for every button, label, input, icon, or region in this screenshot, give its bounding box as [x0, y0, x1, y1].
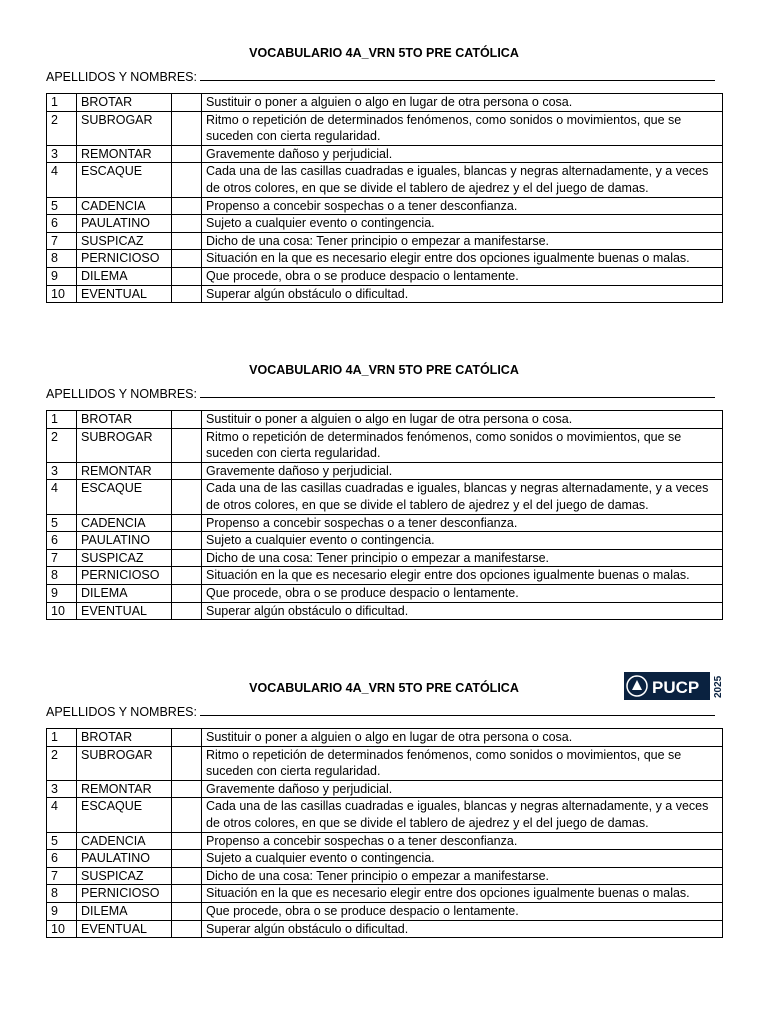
row-answer-blank[interactable]	[172, 584, 202, 602]
row-number: 9	[47, 267, 77, 285]
row-word: DILEMA	[77, 902, 172, 920]
row-number: 1	[47, 94, 77, 112]
row-definition: Sustituir o poner a alguien o algo en lugar de otra persona o cosa.	[202, 411, 723, 429]
row-answer-blank[interactable]	[172, 602, 202, 620]
table-row	[47, 798, 723, 832]
row-number: 6	[47, 215, 77, 233]
pucp-logo-text: PUCP	[652, 678, 700, 697]
row-word: EVENTUAL	[77, 920, 172, 938]
row-word: ESCAQUE	[77, 798, 172, 832]
row-word: ESCAQUE	[77, 163, 172, 197]
name-blank-line[interactable]	[200, 68, 715, 81]
row-number: 5	[47, 514, 77, 532]
row-definition: Cada una de las casillas cuadradas e iguales, blancas y negras alternadamente, y a veces de otros colores, en que se divide el tablero de ajedrez y el del juego de damas.	[202, 163, 723, 197]
sheet-title: VOCABULARIO 4A_VRN 5TO PRE CATÓLICA	[249, 363, 519, 377]
row-definition: Dicho de una cosa: Tener principio o empezar a manifestarse.	[202, 232, 723, 250]
row-word: BROTAR	[77, 94, 172, 112]
table-row	[47, 780, 723, 798]
row-word: EVENTUAL	[77, 602, 172, 620]
row-definition: Superar algún obstáculo o dificultad.	[202, 920, 723, 938]
row-number: 8	[47, 250, 77, 268]
name-field[interactable]	[46, 385, 722, 403]
table-row	[47, 145, 723, 163]
table-row	[47, 902, 723, 920]
row-answer-blank[interactable]	[172, 729, 202, 747]
row-number: 5	[47, 197, 77, 215]
row-answer-blank[interactable]	[172, 567, 202, 585]
row-number: 4	[47, 480, 77, 514]
row-definition: Propenso a concebir sospechas o a tener desconfianza.	[202, 514, 723, 532]
vocab-sheet-2	[46, 361, 722, 620]
row-definition: Gravemente dañoso y perjudicial.	[202, 780, 723, 798]
row-definition: Dicho de una cosa: Tener principio o empezar a manifestarse.	[202, 549, 723, 567]
row-definition: Ritmo o repetición de determinados fenómenos, como sonidos o movimientos, que se suceden con cierta regularidad.	[202, 111, 723, 145]
row-answer-blank[interactable]	[172, 411, 202, 429]
table-row	[47, 885, 723, 903]
table-row	[47, 480, 723, 514]
row-word: REMONTAR	[77, 780, 172, 798]
table-row	[47, 94, 723, 112]
row-definition: Ritmo o repetición de determinados fenómenos, como sonidos o movimientos, que se suceden con cierta regularidad.	[202, 746, 723, 780]
vocab-table	[46, 410, 723, 620]
row-definition: Propenso a concebir sospechas o a tener desconfianza.	[202, 197, 723, 215]
pucp-logo	[624, 668, 724, 704]
row-definition: Cada una de las casillas cuadradas e iguales, blancas y negras alternadamente, y a veces de otros colores, en que se divide el tablero de ajedrez y el del juego de damas.	[202, 480, 723, 514]
row-number: 6	[47, 850, 77, 868]
table-row	[47, 746, 723, 780]
row-definition: Que procede, obra o se produce despacio o lentamente.	[202, 584, 723, 602]
row-word: SUSPICAZ	[77, 549, 172, 567]
row-definition: Superar algún obstáculo o dificultad.	[202, 285, 723, 303]
row-word: PAULATINO	[77, 532, 172, 550]
table-row	[47, 549, 723, 567]
table-row	[47, 462, 723, 480]
table-row	[47, 729, 723, 747]
table-row	[47, 832, 723, 850]
row-answer-blank[interactable]	[172, 163, 202, 197]
row-number: 9	[47, 902, 77, 920]
row-number: 8	[47, 567, 77, 585]
pucp-logo-year: 2025	[713, 675, 724, 698]
row-number: 7	[47, 867, 77, 885]
row-answer-blank[interactable]	[172, 428, 202, 462]
table-row	[47, 285, 723, 303]
pucp-logo-graphic	[624, 668, 724, 704]
row-word: PAULATINO	[77, 850, 172, 868]
row-word: CADENCIA	[77, 197, 172, 215]
table-row	[47, 428, 723, 462]
name-blank-line[interactable]	[200, 703, 715, 716]
row-definition: Sustituir o poner a alguien o algo en lugar de otra persona o cosa.	[202, 729, 723, 747]
row-number: 4	[47, 798, 77, 832]
row-number: 2	[47, 111, 77, 145]
row-answer-blank[interactable]	[172, 746, 202, 780]
row-answer-blank[interactable]	[172, 197, 202, 215]
row-number: 5	[47, 832, 77, 850]
row-definition: Dicho de una cosa: Tener principio o empezar a manifestarse.	[202, 867, 723, 885]
table-row	[47, 197, 723, 215]
row-word: PERNICIOSO	[77, 567, 172, 585]
row-definition: Que procede, obra o se produce despacio o lentamente.	[202, 902, 723, 920]
row-word: SUSPICAZ	[77, 232, 172, 250]
row-number: 1	[47, 411, 77, 429]
table-row	[47, 267, 723, 285]
row-answer-blank[interactable]	[172, 832, 202, 850]
row-answer-blank[interactable]	[172, 94, 202, 112]
table-row	[47, 250, 723, 268]
name-label: APELLIDOS Y NOMBRES:	[46, 387, 197, 401]
table-row	[47, 111, 723, 145]
row-number: 2	[47, 746, 77, 780]
table-row	[47, 514, 723, 532]
row-word: SUBROGAR	[77, 111, 172, 145]
table-row	[47, 867, 723, 885]
row-word: CADENCIA	[77, 514, 172, 532]
row-definition: Gravemente dañoso y perjudicial.	[202, 462, 723, 480]
row-word: REMONTAR	[77, 145, 172, 163]
table-row	[47, 920, 723, 938]
row-word: BROTAR	[77, 411, 172, 429]
row-answer-blank[interactable]	[172, 462, 202, 480]
row-answer-blank[interactable]	[172, 850, 202, 868]
row-answer-blank[interactable]	[172, 215, 202, 233]
row-word: DILEMA	[77, 267, 172, 285]
vocab-sheet-1	[46, 44, 722, 303]
table-row	[47, 232, 723, 250]
row-word: SUSPICAZ	[77, 867, 172, 885]
row-word: EVENTUAL	[77, 285, 172, 303]
row-number: 8	[47, 885, 77, 903]
name-label: APELLIDOS Y NOMBRES:	[46, 705, 197, 719]
row-number: 3	[47, 780, 77, 798]
row-number: 2	[47, 428, 77, 462]
vocab-table	[46, 728, 723, 938]
row-word: BROTAR	[77, 729, 172, 747]
vocab-sheet-3	[46, 679, 722, 938]
table-row	[47, 602, 723, 620]
row-definition: Propenso a concebir sospechas o a tener desconfianza.	[202, 832, 723, 850]
name-label: APELLIDOS Y NOMBRES:	[46, 70, 197, 84]
row-number: 7	[47, 232, 77, 250]
row-definition: Situación en la que es necesario elegir entre dos opciones igualmente buenas o malas.	[202, 567, 723, 585]
row-definition: Superar algún obstáculo o dificultad.	[202, 602, 723, 620]
row-definition: Sustituir o poner a alguien o algo en lugar de otra persona o cosa.	[202, 94, 723, 112]
row-number: 7	[47, 549, 77, 567]
row-answer-blank[interactable]	[172, 232, 202, 250]
row-number: 10	[47, 602, 77, 620]
row-number: 3	[47, 145, 77, 163]
row-number: 1	[47, 729, 77, 747]
row-word: ESCAQUE	[77, 480, 172, 514]
row-word: REMONTAR	[77, 462, 172, 480]
row-answer-blank[interactable]	[172, 480, 202, 514]
row-answer-blank[interactable]	[172, 145, 202, 163]
table-row	[47, 215, 723, 233]
row-definition: Ritmo o repetición de determinados fenómenos, como sonidos o movimientos, que se suceden con cierta regularidad.	[202, 428, 723, 462]
row-answer-blank[interactable]	[172, 250, 202, 268]
row-answer-blank[interactable]	[172, 514, 202, 532]
table-row	[47, 411, 723, 429]
row-word: PERNICIOSO	[77, 250, 172, 268]
sheet-title: VOCABULARIO 4A_VRN 5TO PRE CATÓLICA	[249, 46, 519, 60]
row-number: 10	[47, 920, 77, 938]
table-row	[47, 850, 723, 868]
row-answer-blank[interactable]	[172, 780, 202, 798]
row-answer-blank[interactable]	[172, 549, 202, 567]
table-row	[47, 163, 723, 197]
table-row	[47, 567, 723, 585]
row-definition: Sujeto a cualquier evento o contingencia.	[202, 532, 723, 550]
row-answer-blank[interactable]	[172, 532, 202, 550]
table-row	[47, 584, 723, 602]
name-blank-line[interactable]	[200, 385, 715, 398]
row-word: CADENCIA	[77, 832, 172, 850]
row-definition: Que procede, obra o se produce despacio o lentamente.	[202, 267, 723, 285]
name-field[interactable]	[46, 703, 722, 721]
row-word: PERNICIOSO	[77, 885, 172, 903]
row-definition: Cada una de las casillas cuadradas e iguales, blancas y negras alternadamente, y a veces de otros colores, en que se divide el tablero de ajedrez y el del juego de damas.	[202, 798, 723, 832]
row-answer-blank[interactable]	[172, 798, 202, 832]
row-answer-blank[interactable]	[172, 885, 202, 903]
vocab-table	[46, 93, 723, 303]
row-definition: Sujeto a cualquier evento o contingencia.	[202, 850, 723, 868]
row-word: PAULATINO	[77, 215, 172, 233]
row-answer-blank[interactable]	[172, 285, 202, 303]
row-definition: Sujeto a cualquier evento o contingencia.	[202, 215, 723, 233]
row-number: 4	[47, 163, 77, 197]
row-definition: Gravemente dañoso y perjudicial.	[202, 145, 723, 163]
row-answer-blank[interactable]	[172, 267, 202, 285]
sheet-title: VOCABULARIO 4A_VRN 5TO PRE CATÓLICA	[249, 681, 519, 695]
row-definition: Situación en la que es necesario elegir entre dos opciones igualmente buenas o malas.	[202, 250, 723, 268]
row-word: SUBROGAR	[77, 428, 172, 462]
row-number: 3	[47, 462, 77, 480]
row-definition: Situación en la que es necesario elegir entre dos opciones igualmente buenas o malas.	[202, 885, 723, 903]
row-word: DILEMA	[77, 584, 172, 602]
row-number: 9	[47, 584, 77, 602]
row-word: SUBROGAR	[77, 746, 172, 780]
name-field[interactable]	[46, 68, 722, 86]
row-answer-blank[interactable]	[172, 902, 202, 920]
row-number: 6	[47, 532, 77, 550]
table-row	[47, 532, 723, 550]
row-number: 10	[47, 285, 77, 303]
row-answer-blank[interactable]	[172, 111, 202, 145]
row-answer-blank[interactable]	[172, 920, 202, 938]
row-answer-blank[interactable]	[172, 867, 202, 885]
